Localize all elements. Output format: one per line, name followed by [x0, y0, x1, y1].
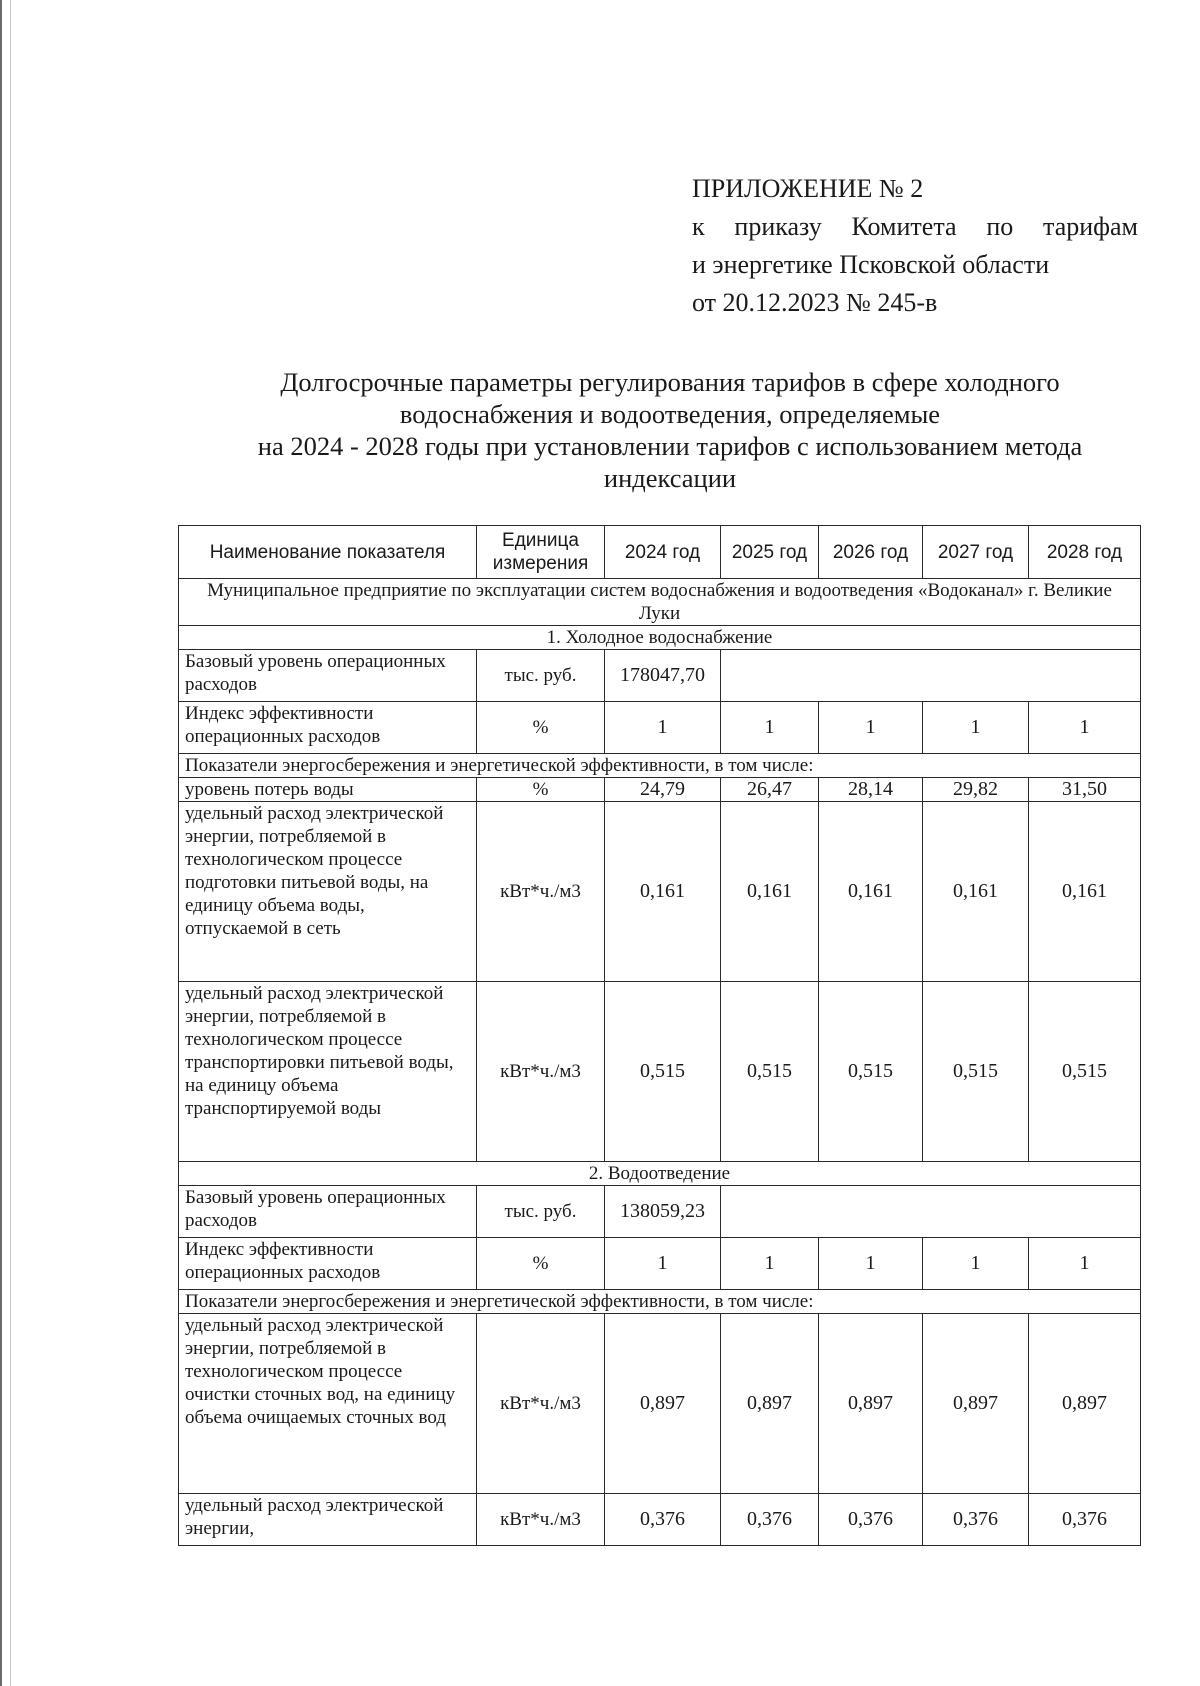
value-2024: 24,79: [605, 778, 721, 802]
value-2027: 0,161: [923, 802, 1029, 982]
value-2026: 0,515: [819, 982, 923, 1162]
energy-indicators-header: Показатели энергосбережения и энергетической эффективности, в том числе:: [179, 754, 1141, 778]
row-unit: %: [477, 702, 605, 754]
table-row: [179, 650, 1141, 702]
value-2028: 0,515: [1029, 982, 1141, 1162]
value-2026: 0,376: [819, 1494, 923, 1546]
value-2027: 0,376: [923, 1494, 1029, 1546]
appendix-number: ПРИЛОЖЕНИЕ № 2: [692, 174, 924, 203]
value-2024: 0,897: [605, 1314, 721, 1494]
table-row: [179, 982, 1141, 1162]
appendix-date: от 20.12.2023 № 245-в: [692, 288, 938, 317]
value-2024: 1: [605, 702, 721, 754]
table-row: [179, 1494, 1141, 1546]
row-name: Индекс эффективности операционных расходов: [179, 1238, 477, 1290]
value-2027: 0,897: [923, 1314, 1029, 1494]
section-row: [179, 1162, 1141, 1186]
table-row: [179, 1238, 1141, 1290]
empty-cell: [721, 650, 1141, 702]
value-2024: 0,161: [605, 802, 721, 982]
row-unit: кВт*ч./м3: [477, 802, 605, 982]
subsection-row: [179, 1290, 1141, 1314]
value-2025: 26,47: [721, 778, 819, 802]
value-2024: 0,376: [605, 1494, 721, 1546]
title-line-2: водоснабжения и водоотведения, определяемые: [399, 399, 941, 429]
appendix-committee: и энергетике Псковской области: [692, 250, 1050, 279]
row-unit: кВт*ч./м3: [477, 1314, 605, 1494]
value-2025: 0,897: [721, 1314, 819, 1494]
row-unit: кВт*ч./м3: [477, 982, 605, 1162]
value-2026: 1: [819, 1238, 923, 1290]
subsection-row: [179, 754, 1141, 778]
value-2025: 0,515: [721, 982, 819, 1162]
table-header-row: [179, 526, 1141, 579]
value-2026: 28,14: [819, 778, 923, 802]
header-year-2027: 2027 год: [923, 526, 1029, 579]
value-2028: 0,161: [1029, 802, 1141, 982]
value-2028: 0,897: [1029, 1314, 1141, 1494]
value-2025: 0,161: [721, 802, 819, 982]
row-name: уровень потерь воды: [179, 778, 477, 802]
header-year-2026: 2026 год: [819, 526, 923, 579]
document-title: [200, 366, 1140, 494]
value-2028: 0,376: [1029, 1494, 1141, 1546]
title-line-4: индексации: [603, 463, 737, 493]
row-unit: %: [477, 1238, 605, 1290]
table-row: [179, 778, 1141, 802]
table-row: [179, 1314, 1141, 1494]
appendix-header: [692, 170, 1138, 322]
value-2027: 1: [923, 1238, 1029, 1290]
section-row: [179, 626, 1141, 650]
empty-cell: [721, 1186, 1141, 1238]
row-unit: тыс. руб.: [477, 650, 605, 702]
value-2028: 31,50: [1029, 778, 1141, 802]
value-2026: 0,897: [819, 1314, 923, 1494]
row-name: Базовый уровень операционных расходов: [179, 650, 477, 702]
table-row: [179, 802, 1141, 982]
row-name: Индекс эффективности операционных расходов: [179, 702, 477, 754]
section-title-water-supply: 1. Холодное водоснабжение: [179, 626, 1141, 650]
appendix-order-ref: к приказу Комитета по тарифам: [692, 212, 1138, 241]
header-year-2028: 2028 год: [1029, 526, 1141, 579]
value-2024: 0,515: [605, 982, 721, 1162]
value-2026: 1: [819, 702, 923, 754]
value-2025: 0,376: [721, 1494, 819, 1546]
row-name: удельный расход электрической энергии, потребляемой в технологическом процессе подготовки питьевой воды, на единицу объема воды, отпускаемой в сеть: [179, 802, 477, 982]
value-2028: 1: [1029, 702, 1141, 754]
row-name: Базовый уровень операционных расходов: [179, 1186, 477, 1238]
header-indicator: Наименование показателя: [179, 526, 477, 579]
value-2025: 1: [721, 1238, 819, 1290]
base-opex-value: 138059,23: [605, 1186, 721, 1238]
header-year-2024: 2024 год: [605, 526, 721, 579]
scan-edge-line: [0, 0, 2, 1686]
row-unit: тыс. руб.: [477, 1186, 605, 1238]
value-2026: 0,161: [819, 802, 923, 982]
value-2024: 1: [605, 1238, 721, 1290]
row-name: удельный расход электрической энергии, потребляемой в технологическом процессе транспортировки питьевой воды, на единицу объема транспортируемой воды: [179, 982, 477, 1162]
parameters-table: [178, 525, 1141, 1546]
header-unit: Единица измерения: [477, 526, 605, 579]
row-name: удельный расход электрической энергии, потребляемой в технологическом процессе очистки сточных вод, на единицу объема очищаемых сточных вод: [179, 1314, 477, 1494]
section-title-wastewater: 2. Водоотведение: [179, 1162, 1141, 1186]
value-2028: 1: [1029, 1238, 1141, 1290]
base-opex-value: 178047,70: [605, 650, 721, 702]
row-unit: %: [477, 778, 605, 802]
title-line-1: Долгосрочные параметры регулирования тарифов в сфере холодного: [280, 367, 1060, 397]
energy-indicators-header: Показатели энергосбережения и энергетической эффективности, в том числе:: [179, 1290, 1141, 1314]
title-line-3: на 2024 - 2028 годы при установлении тарифов с использованием метода: [257, 431, 1083, 461]
value-2027: 1: [923, 702, 1029, 754]
table-row: [179, 702, 1141, 754]
value-2027: 0,515: [923, 982, 1029, 1162]
header-year-2025: 2025 год: [721, 526, 819, 579]
row-unit: кВт*ч./м3: [477, 1494, 605, 1546]
scan-edge-line-secondary: [10, 0, 11, 1686]
organization-row: [179, 579, 1141, 626]
row-name: удельный расход электрической энергии,: [179, 1494, 477, 1546]
organization-name: Муниципальное предприятие по эксплуатации систем водоснабжения и водоотведения «Водоканал» г. Великие Луки: [179, 579, 1141, 626]
table-row: [179, 1186, 1141, 1238]
value-2027: 29,82: [923, 778, 1029, 802]
value-2025: 1: [721, 702, 819, 754]
